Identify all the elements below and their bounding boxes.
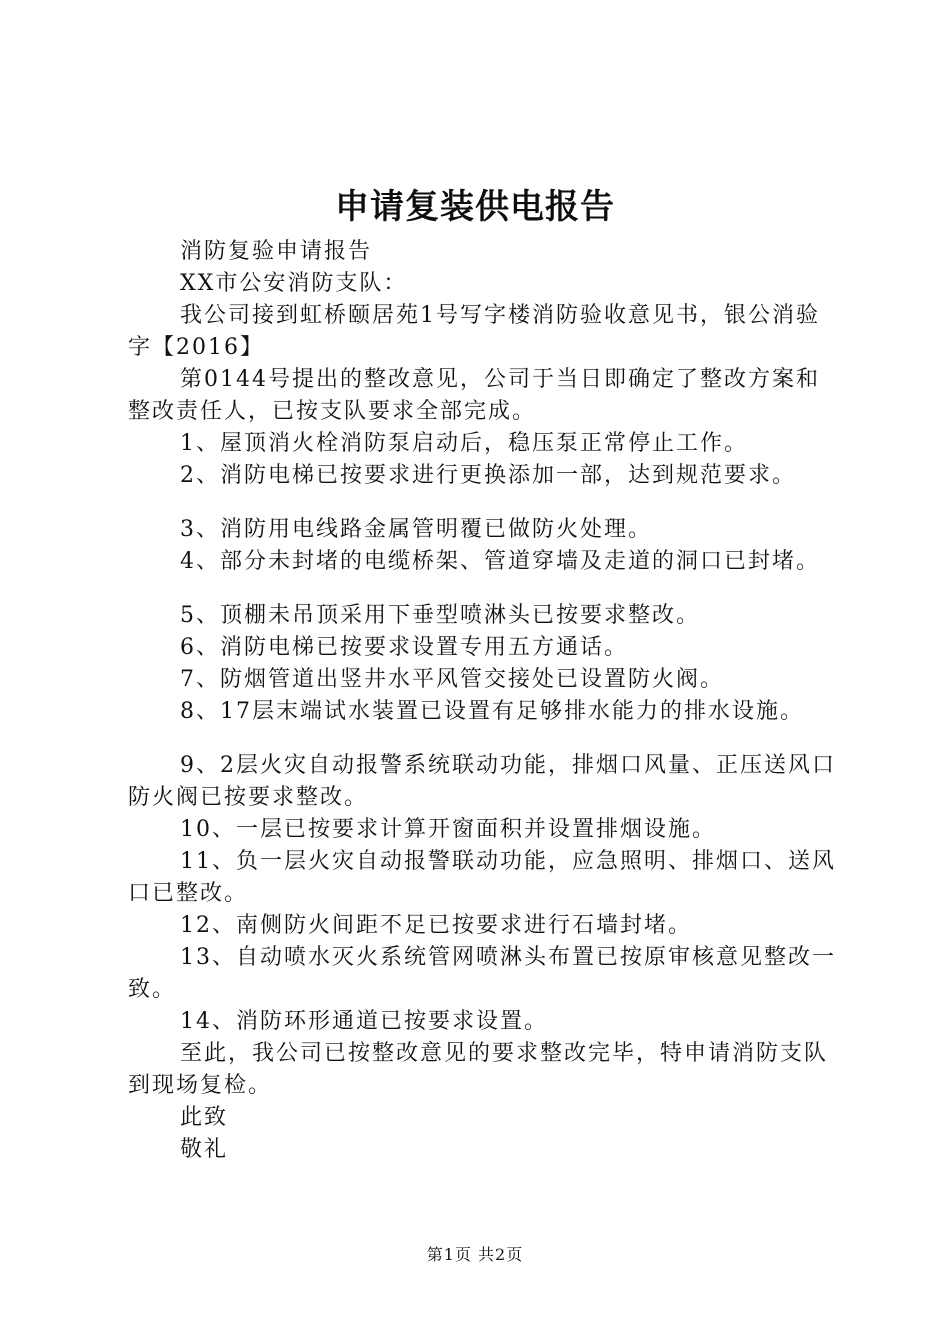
list-item-12: 12、南侧防火间距不足已按要求进行石墙封堵。 — [180, 913, 692, 938]
list-item-10: 10、一层已按要求计算开窗面积并设置排烟设施。 — [180, 817, 716, 842]
list-item-2: 2、消防电梯已按要求进行更换添加一部，达到规范要求。 — [180, 463, 796, 488]
list-item-1: 1、屋顶消火栓消防泵启动后，稳压泵正常停止工作。 — [180, 431, 748, 456]
list-item-13: 13、自动喷水灭火系统管网喷淋头布置已按原审核意见整改一致。 — [128, 945, 836, 1002]
list-item-14: 14、消防环形通道已按要求设置。 — [180, 1009, 548, 1034]
list-item-7: 7、防烟管道出竖井水平风管交接处已设置防火阀。 — [180, 667, 724, 692]
document-body — [128, 236, 840, 1166]
paragraph-intro-continued: 第0144号提出的整改意见，公司于当日即确定了整改方案和整改责任人，已按支队要求全部完成。 — [128, 367, 820, 424]
paragraph-intro: 我公司接到虹桥颐居苑1号写字楼消防验收意见书，银公消验字【2016】 — [128, 303, 820, 360]
list-item-9: 9、2层火灾自动报警系统联动功能，排烟口风量、正压送风口防火阀已按要求整改。 — [128, 753, 836, 810]
closing-salutation: 此致 — [180, 1105, 229, 1130]
list-item-8: 8、17层末端试水装置已设置有足够排水能力的排水设施。 — [180, 699, 804, 724]
closing-regards: 敬礼 — [180, 1137, 229, 1162]
list-item-6: 6、消防电梯已按要求设置专用五方通话。 — [180, 635, 628, 660]
list-item-3: 3、消防用电线路金属管明覆已做防火处理。 — [180, 517, 652, 542]
list-item-5: 5、顶棚未吊顶采用下垂型喷淋头已按要求整改。 — [180, 603, 700, 628]
paragraph-recipient: XX市公安消防支队： — [180, 271, 408, 296]
document-title: 申请复装供电报告 — [335, 187, 615, 227]
list-item-4: 4、部分未封堵的电缆桥架、管道穿墙及走道的洞口已封堵。 — [180, 549, 820, 574]
page-number-footer: 第1页 共2页 — [426, 1245, 524, 1264]
list-item-11: 11、负一层火灾自动报警联动功能，应急照明、排烟口、送风口已整改。 — [128, 849, 836, 906]
paragraph-conclusion: 至此，我公司已按整改意见的要求整改完毕，特申请消防支队到现场复检。 — [128, 1041, 829, 1098]
paragraph-heading: 消防复验申请报告 — [180, 239, 373, 264]
